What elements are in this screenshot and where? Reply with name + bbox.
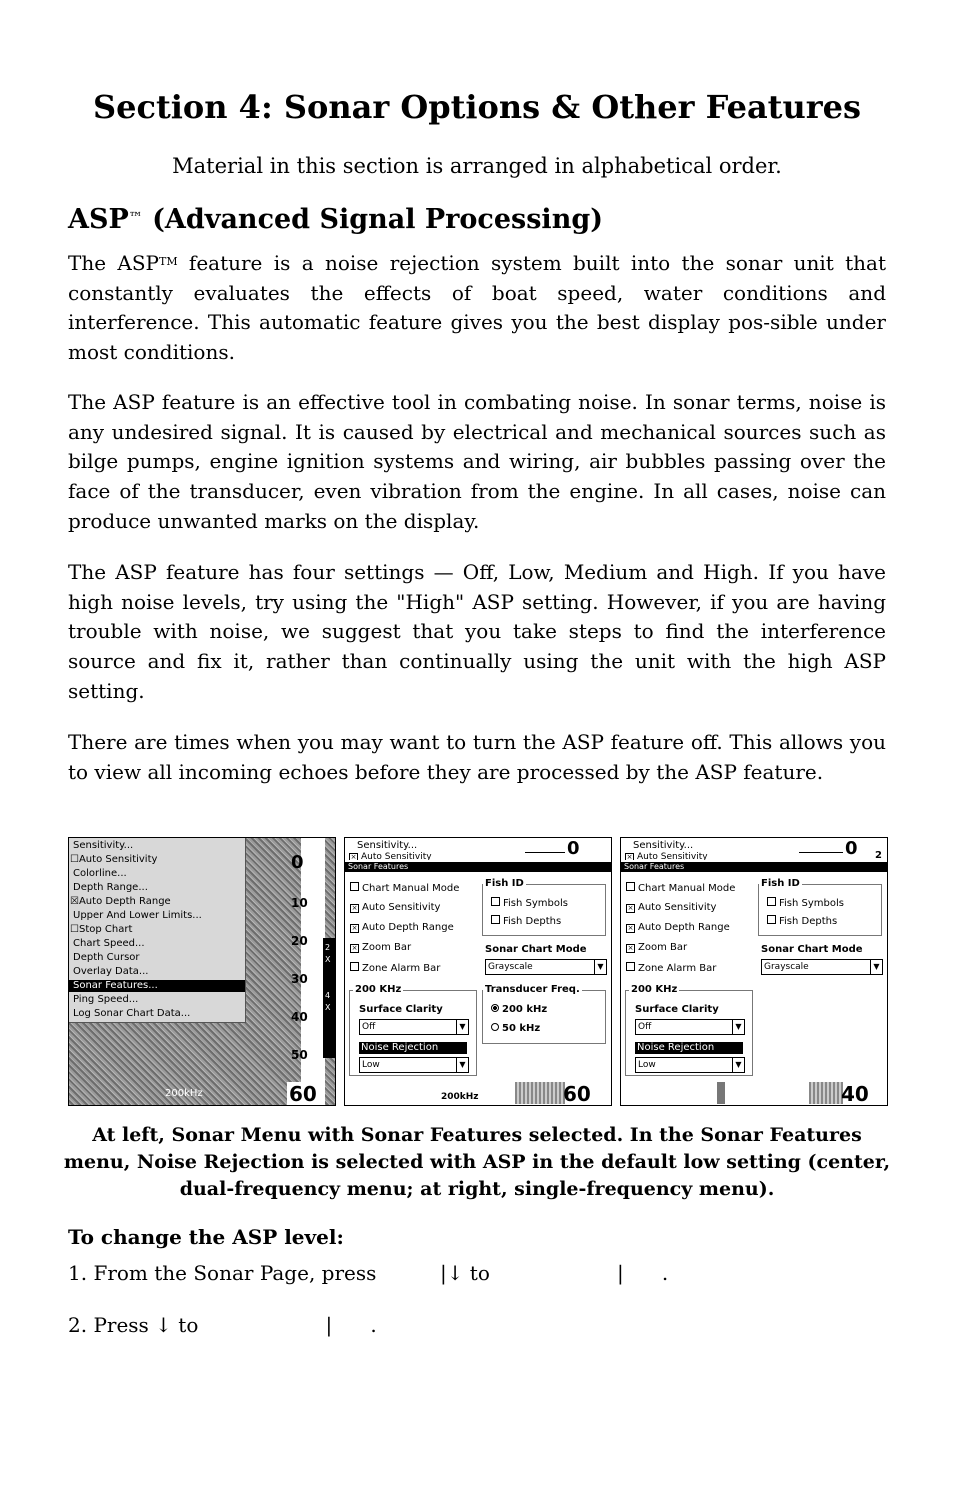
- sonar-chart-mode-dropdown[interactable]: Grayscale ▼: [485, 959, 607, 975]
- header-sensitivity: Sensitivity...: [633, 840, 694, 851]
- option-fish-depths[interactable]: Fish Depths: [491, 915, 561, 928]
- paragraph-2: The ASP feature is an effective tool in combating noise. In sonar terms, noise is any undesired signal. It is caused by electrical and mechanical sources such as bilge pumps, engine ignition systems and wiring, air bubbles passing over the face of the transducer, even vibration from the engine. In all cases, noise can produce unwanted marks on the display.: [68, 390, 886, 533]
- step-2: 2. Press ↓ to | .: [68, 1313, 377, 1337]
- menu-item-colorline[interactable]: Colorline...: [73, 868, 127, 879]
- fish-id-label: Fish ID: [485, 878, 524, 889]
- option-fish-depths[interactable]: Fish Depths: [767, 915, 837, 928]
- option-auto-depth-range[interactable]: × Auto Depth Range: [627, 922, 730, 933]
- p1-trademark: TM: [158, 255, 178, 268]
- menu-item-overlay-data[interactable]: Overlay Data...: [73, 966, 149, 977]
- menu-item-chart-speed[interactable]: Chart Speed...: [73, 938, 145, 949]
- bottom-bar: [345, 1080, 611, 1105]
- trademark: ™: [128, 210, 143, 226]
- frequency-label: 200kHz: [441, 1092, 479, 1102]
- dialog-title: Sonar Features: [345, 862, 612, 872]
- step-1: 1. From the Sonar Page, press |↓ to | .: [68, 1261, 669, 1285]
- menu-item-depth-cursor[interactable]: Depth Cursor: [73, 952, 140, 963]
- p1-rest: feature is a noise rejection system built into the sonar unit that constantly evaluates the effects of boat speed, water conditions and interference. This automatic feature gives you the best display pos-sible under most conditions.: [68, 251, 886, 365]
- fish-id-group: [482, 884, 606, 936]
- chevron-down-icon: ▼: [456, 1020, 468, 1034]
- option-chart-manual-mode[interactable]: Chart Manual Mode: [350, 882, 459, 895]
- option-zoom-bar[interactable]: × Zoom Bar: [351, 942, 412, 953]
- sonar-menu-screen: [68, 837, 336, 1106]
- chevron-down-icon: ▼: [732, 1058, 744, 1072]
- bottom-mark: [717, 1082, 725, 1104]
- menu-item-log-sonar-chart[interactable]: Log Sonar Chart Data...: [73, 1008, 191, 1019]
- procedure-title: To change the ASP level:: [68, 1225, 344, 1249]
- option-zone-alarm-bar[interactable]: Zone Alarm Bar: [626, 962, 716, 975]
- depth-readout: 60: [563, 1082, 591, 1106]
- option-auto-sensitivity[interactable]: × Auto Sensitivity: [351, 902, 441, 913]
- scale-40: 40: [291, 1010, 308, 1024]
- sonar-menu: [69, 838, 246, 1023]
- noise-rejection-dropdown[interactable]: Low ▼: [359, 1057, 469, 1073]
- header-sensitivity: Sensitivity...: [357, 840, 418, 851]
- fish-id-label: Fish ID: [761, 878, 800, 889]
- scale-0: 0: [291, 852, 304, 873]
- option-auto-sensitivity[interactable]: × Auto Sensitivity: [627, 902, 717, 913]
- scale-10: 10: [291, 896, 308, 910]
- sonar-chart-mode-label: Sonar Chart Mode: [485, 944, 587, 955]
- menu-item-stop-chart[interactable]: ☐Stop Chart: [70, 924, 133, 935]
- menu-item-auto-depth-range[interactable]: ☒Auto Depth Range: [70, 896, 171, 907]
- chevron-down-icon: ▼: [732, 1020, 744, 1034]
- transducer-freq-label: Transducer Freq.: [485, 984, 580, 995]
- scale-20: 20: [291, 934, 308, 948]
- surface-clarity-label: Surface Clarity: [359, 1004, 443, 1015]
- asp-heading-main: ASP: [68, 204, 129, 235]
- dialog-title: Sonar Features: [621, 862, 888, 872]
- header-line: [799, 852, 843, 853]
- sonar-features-single-screen: [620, 837, 888, 1106]
- header-auto-sensitivity: × Auto Sensitivity: [350, 852, 432, 860]
- depth-readout: 40: [841, 1082, 869, 1106]
- option-fish-symbols[interactable]: Fish Symbols: [767, 897, 844, 910]
- bottom-bar: [621, 1080, 887, 1105]
- zoom-indicator: 2: [875, 850, 882, 861]
- depth-readout: 60: [289, 1082, 317, 1106]
- bottom-sonar-strip: [809, 1082, 843, 1104]
- option-fish-symbols[interactable]: Fish Symbols: [491, 897, 568, 910]
- noise-rejection-dropdown[interactable]: Low ▼: [635, 1057, 745, 1073]
- noise-rejection-label[interactable]: Noise Rejection: [635, 1042, 743, 1054]
- surface-clarity-dropdown[interactable]: Off ▼: [635, 1019, 745, 1035]
- menu-item-sensitivity[interactable]: Sensitivity...: [73, 840, 134, 851]
- p1-start: The ASP: [68, 251, 159, 275]
- zoom-2x: 2 X: [325, 943, 331, 964]
- sonar-chart-mode-dropdown[interactable]: Grayscale ▼: [761, 959, 883, 975]
- menu-item-ping-speed[interactable]: Ping Speed...: [73, 994, 139, 1005]
- page-title: Section 4: Sonar Options & Other Features: [93, 88, 861, 126]
- option-zoom-bar[interactable]: × Zoom Bar: [627, 942, 688, 953]
- sonar-features-dual-screen: [344, 837, 612, 1106]
- chevron-down-icon: ▼: [594, 960, 606, 974]
- option-zone-alarm-bar[interactable]: Zone Alarm Bar: [350, 962, 440, 975]
- transducer-freq-group: [482, 990, 606, 1044]
- khz-group-label: 200 KHz: [631, 984, 678, 995]
- fish-id-group: [758, 884, 882, 936]
- paragraph-1: [68, 247, 886, 368]
- menu-item-upper-lower-limits[interactable]: Upper And Lower Limits...: [73, 910, 202, 921]
- asp-heading: [68, 204, 603, 235]
- chevron-down-icon: ▼: [456, 1058, 468, 1072]
- paragraph-3: The ASP feature has four settings — Off, Low, Medium and High. If you have high noise levels, try using the "High" ASP setting. However, if you are having trouble with noise, we suggest that you take steps to find the interference source and fix it, rather than continually using the unit with the high ASP setting.: [68, 560, 886, 703]
- paragraph-4: There are times when you may want to turn the ASP feature off. This allows you to view all incoming echoes before they are processed by the ASP feature.: [68, 730, 886, 784]
- noise-rejection-label[interactable]: Noise Rejection: [359, 1042, 467, 1054]
- bottom-sonar-strip: [515, 1082, 565, 1104]
- frequency-label: 200kHz: [165, 1088, 203, 1099]
- radio-50khz[interactable]: 50 kHz: [491, 1023, 540, 1035]
- radio-200khz[interactable]: 200 kHz: [491, 1004, 547, 1016]
- header-depth: 0: [845, 838, 858, 859]
- zoom-4x: 4 X: [325, 991, 331, 1012]
- header-auto-sensitivity: × Auto Sensitivity: [626, 852, 708, 860]
- menu-item-depth-range[interactable]: Depth Range...: [73, 882, 148, 893]
- header-line: [525, 852, 565, 853]
- header-depth: 0: [567, 838, 580, 859]
- figure-caption: At left, Sonar Menu with Sonar Features selected. In the Sonar Features menu, Noise Rejection is selected with ASP in the default low setting (center, dual-frequency menu; at right, single-frequency menu).: [63, 1124, 891, 1200]
- asp-heading-rest: (Advanced Signal Processing): [142, 204, 603, 235]
- scale-30: 30: [291, 972, 308, 986]
- surface-clarity-dropdown[interactable]: Off ▼: [359, 1019, 469, 1035]
- menu-item-auto-sensitivity[interactable]: ☐Auto Sensitivity: [70, 854, 158, 865]
- option-auto-depth-range[interactable]: × Auto Depth Range: [351, 922, 454, 933]
- surface-clarity-label: Surface Clarity: [635, 1004, 719, 1015]
- option-chart-manual-mode[interactable]: Chart Manual Mode: [626, 882, 735, 895]
- scale-50: 50: [291, 1048, 308, 1062]
- menu-item-sonar-features[interactable]: Sonar Features...: [69, 980, 245, 992]
- chevron-down-icon: ▼: [870, 960, 882, 974]
- khz-group-label: 200 KHz: [355, 984, 402, 995]
- sonar-chart-mode-label: Sonar Chart Mode: [761, 944, 863, 955]
- intro-text: Material in this section is arranged in alphabetical order.: [172, 154, 782, 178]
